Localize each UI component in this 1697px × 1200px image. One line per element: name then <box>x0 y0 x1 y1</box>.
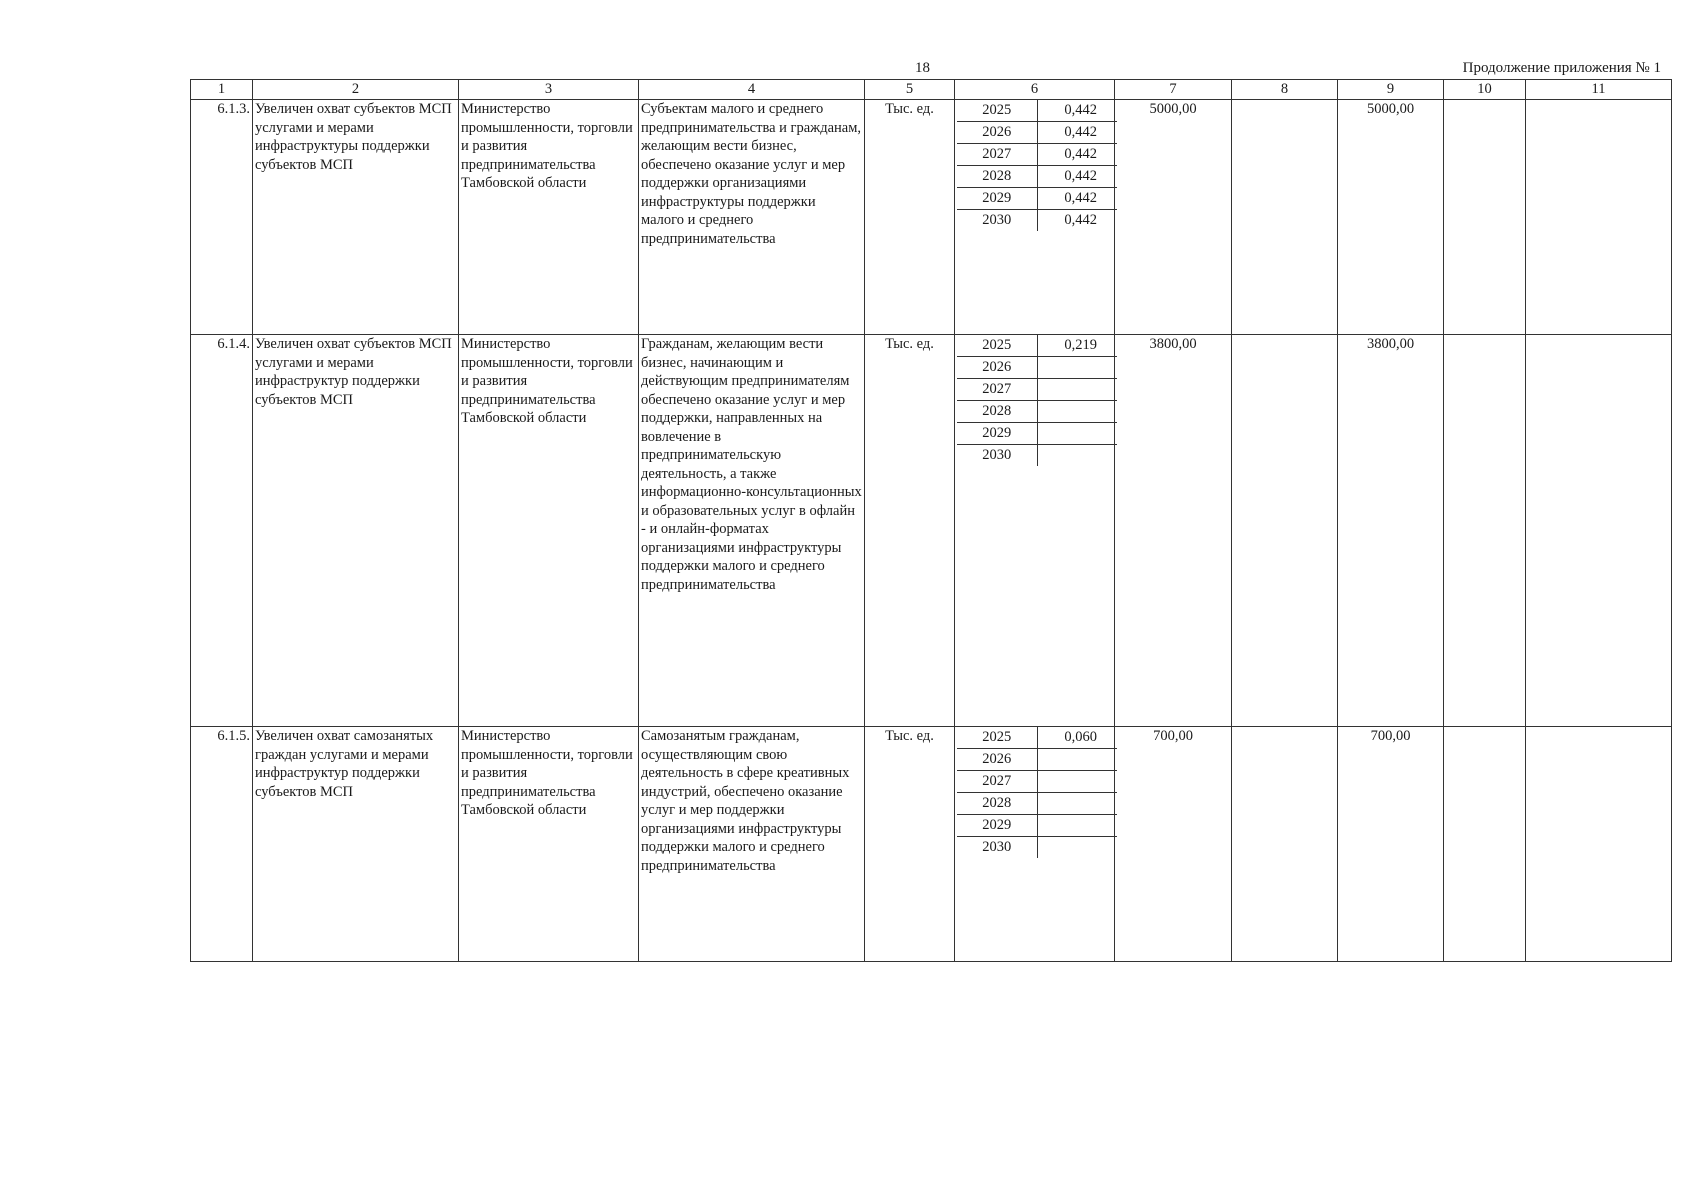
column-header-5: 5 <box>865 80 955 100</box>
year: 2025 <box>957 335 1037 357</box>
year: 2026 <box>957 122 1037 144</box>
description-text: Гражданам, желающим вести бизнес, начинающим и действующим предпринимателям обеспечено оказание услуг и мер поддержки, направленных на вовлечение в предпринимательскую деятельность, а также информационно-консультационных и образовательных услуг в офлайн - и онлайн-форматах организациями инфраструктуры поддержки малого и среднего предпринимательства <box>639 335 865 727</box>
column-header-11: 11 <box>1526 80 1672 100</box>
col9-value: 5000,00 <box>1338 100 1444 335</box>
year-value <box>1037 445 1117 467</box>
col11-value <box>1526 335 1672 727</box>
year: 2026 <box>957 357 1037 379</box>
col10-value <box>1444 335 1526 727</box>
row-code: 6.1.5. <box>191 727 253 962</box>
column-number-row <box>191 80 1672 100</box>
col8-value <box>1232 727 1338 962</box>
year: 2025 <box>957 100 1037 122</box>
column-header-9: 9 <box>1338 80 1444 100</box>
column-header-3: 3 <box>459 80 639 100</box>
year: 2029 <box>957 423 1037 445</box>
result-text: Увеличен охват субъектов МСП услугами и мерами инфраструктур поддержки субъектов МСП <box>253 335 459 727</box>
year: 2027 <box>957 379 1037 401</box>
col11-value <box>1526 727 1672 962</box>
description-text: Самозанятым гражданам, осуществляющим свою деятельность в сфере креативных индустрий, обеспечено оказание услуг и мер поддержки организациями инфраструктуры поддержки малого и среднего предпринимательства <box>639 727 865 962</box>
year: 2030 <box>982 447 1012 463</box>
col9-value: 700,00 <box>1338 727 1444 962</box>
year-value <box>1037 423 1117 445</box>
year-value: 0,060 <box>1037 727 1117 749</box>
year: 2027 <box>957 771 1037 793</box>
year-value: 0,442 <box>1037 210 1117 232</box>
year-value <box>1037 771 1117 793</box>
year-value: 0,442 <box>1037 144 1117 166</box>
col10-value <box>1444 100 1526 335</box>
appendix-table <box>190 79 1672 962</box>
unit-text: Тыс. ед. <box>865 335 955 727</box>
column-header-8: 8 <box>1232 80 1338 100</box>
year: 2029 <box>957 188 1037 210</box>
responsible-text: Министерство промышленности, торговли и развития предпринимательства Тамбовской области <box>459 100 639 335</box>
col7-value: 3800,00 <box>1115 335 1232 727</box>
responsible-text: Министерство промышленности, торговли и развития предпринимательства Тамбовской области <box>459 727 639 962</box>
result-text: Увеличен охват самозанятых граждан услугами и мерами инфраструктур поддержки субъектов МСП <box>253 727 459 962</box>
responsible-text: Министерство промышленности, торговли и развития предпринимательства Тамбовской области <box>459 335 639 727</box>
year-value <box>1037 815 1117 837</box>
col7-value: 700,00 <box>1115 727 1232 962</box>
year-value <box>1037 401 1117 423</box>
column-header-6: 6 <box>955 80 1115 100</box>
year: 2027 <box>957 144 1037 166</box>
table-row <box>191 335 1672 727</box>
year-value: 0,219 <box>1037 335 1117 357</box>
unit-text: Тыс. ед. <box>865 727 955 962</box>
year-value: 0,442 <box>1037 166 1117 188</box>
year: 2028 <box>957 166 1037 188</box>
unit-text: Тыс. ед. <box>865 100 955 335</box>
table-row <box>191 727 1672 962</box>
year-values <box>955 100 1115 335</box>
year-value <box>1037 379 1117 401</box>
year-value <box>1037 357 1117 379</box>
year-values <box>955 727 1115 962</box>
row-code: 6.1.4. <box>191 335 253 727</box>
year: 2025 <box>957 727 1037 749</box>
column-header-2: 2 <box>253 80 459 100</box>
column-header-1: 1 <box>191 80 253 100</box>
year: 2028 <box>957 793 1037 815</box>
table-row <box>191 100 1672 335</box>
col10-value <box>1444 727 1526 962</box>
col7-value: 5000,00 <box>1115 100 1232 335</box>
year-value <box>1037 749 1117 771</box>
year: 2029 <box>957 815 1037 837</box>
col11-value <box>1526 100 1672 335</box>
col8-value <box>1232 335 1338 727</box>
row-code: 6.1.3. <box>191 100 253 335</box>
continuation-note: Продолжение приложения № 1 <box>1462 60 1661 76</box>
page-number: 18 <box>915 60 930 76</box>
column-header-7: 7 <box>1115 80 1232 100</box>
description-text: Субъектам малого и среднего предпринимательства и гражданам, желающим вести бизнес, обеспечено оказание услуг и мер поддержки организациями инфраструктуры поддержки малого и среднего предпринимательства <box>639 100 865 335</box>
year-value <box>1037 793 1117 815</box>
year: 2028 <box>957 401 1037 423</box>
year-value: 0,442 <box>1037 188 1117 210</box>
column-header-10: 10 <box>1444 80 1526 100</box>
year-value: 0,442 <box>1037 100 1117 122</box>
column-header-4: 4 <box>639 80 865 100</box>
year-value <box>1037 837 1117 859</box>
col8-value <box>1232 100 1338 335</box>
year: 2030 <box>982 212 1012 228</box>
year: 2026 <box>957 749 1037 771</box>
col9-value: 3800,00 <box>1338 335 1444 727</box>
year-values <box>955 335 1115 727</box>
result-text: Увеличен охват субъектов МСП услугами и мерами инфраструктуры поддержки субъектов МСП <box>253 100 459 335</box>
year-value: 0,442 <box>1037 122 1117 144</box>
year: 2030 <box>982 839 1012 855</box>
